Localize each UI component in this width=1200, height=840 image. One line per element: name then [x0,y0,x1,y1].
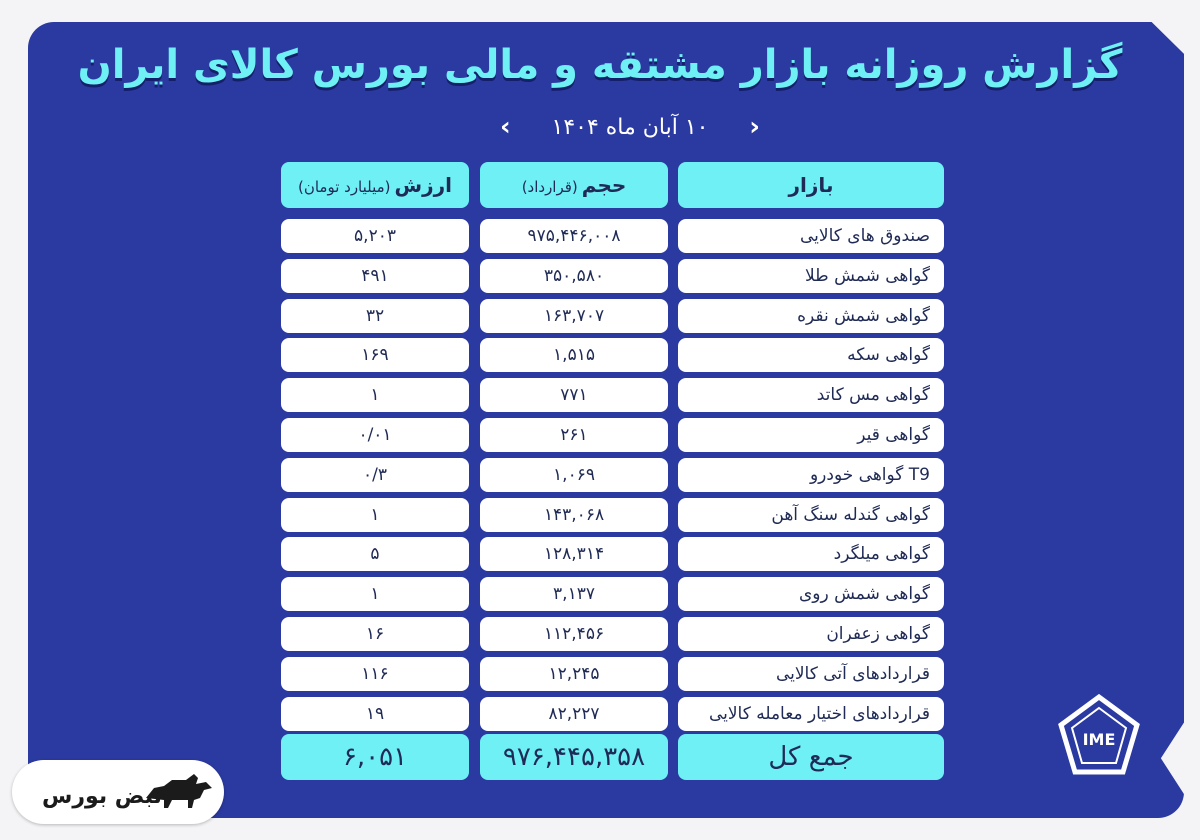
ime-logo-text: IME [1082,730,1116,749]
cell-value [281,418,469,452]
header-volume-label: حجم [581,173,627,197]
cell-market [678,697,944,731]
date-row [500,110,760,144]
cell-market-text: قراردادهای اختیار معامله کالایی [708,704,930,724]
cell-value [281,338,469,372]
cell-value [281,299,469,333]
header-value-label: ارزش [394,173,453,197]
cell-value-text: ۱۶۹ [361,345,389,365]
cell-market-text: گواهی زعفران [826,624,930,644]
cell-market-text: T9 گواهی خودرو [809,465,930,485]
cell-value-text: ۱ [370,584,380,604]
cell-volume [480,498,668,532]
cell-value [281,537,469,571]
cell-volume-text: ۱۲۸,۳۱۴ [543,544,605,564]
cell-value-text: ۱۱۶ [361,664,389,684]
cell-value-text: ۴۹۱ [361,266,389,286]
header-value [281,162,469,208]
cell-volume-text: ۷۷۱ [560,385,588,405]
cell-volume-text: ۱,۰۶۹ [553,465,595,485]
cell-volume [480,378,668,412]
cell-market [678,537,944,571]
cell-volume [480,697,668,731]
cell-value-text: ۱ [370,505,380,525]
brand-name: نبض بورس [42,784,162,809]
cell-market [678,378,944,412]
cell-value-text: ۳۲ [365,306,385,326]
header-market [678,162,944,208]
cell-value-text: ۵ [370,544,380,564]
cell-value-text: ۰/۰۱ [358,425,392,445]
cell-market-text: گواهی قیر [857,425,930,445]
cell-volume-text: ۳۵۰,۵۸۰ [543,266,605,286]
cell-market-text: صندوق های کالایی [799,226,930,246]
cell-volume [480,219,668,253]
cell-value-text: ۱۹ [365,704,385,724]
header-value-unit: (میلیارد تومان) [297,178,391,196]
header-volume-unit: (قرارداد) [521,178,578,196]
cell-value [281,657,469,691]
cell-market [678,458,944,492]
cell-value-text: ۱ [370,385,380,405]
cell-volume-text: ۱۴۳,۰۶۸ [543,505,605,525]
total-label: جمع کل [768,742,854,772]
cell-market-text: گواهی گندله سنگ آهن [771,505,930,525]
cell-market [678,418,944,452]
cell-market [678,259,944,293]
cell-value [281,697,469,731]
cell-value [281,259,469,293]
cell-market [678,338,944,372]
cell-value [281,498,469,532]
cell-market [678,219,944,253]
cell-volume-text: ۱۲,۲۴۵ [548,664,600,684]
cell-value [281,219,469,253]
cell-market-text: گواهی شمش نقره [797,306,930,326]
cell-market-text: قراردادهای آتی کالایی [775,664,930,684]
header-volume [480,162,668,208]
header-market-label: بازار [788,173,834,197]
cell-volume-text: ۱۱۲,۴۵۶ [543,624,605,644]
cell-volume [480,577,668,611]
report-title: گزارش روزانه بازار مشتقه و مالی بورس کالای ایران [77,42,1123,88]
chevron-left-icon: ‹ [500,112,511,142]
cell-market [678,577,944,611]
cell-market [678,657,944,691]
cell-volume [480,299,668,333]
cell-value [281,458,469,492]
cell-market [678,498,944,532]
total-value-cell [281,734,469,780]
ime-logo-icon [1056,694,1142,780]
brand-badge [12,760,224,824]
cell-market-text: گواهی شمش روی [798,584,930,604]
cell-market-text: گواهی شمش طلا [805,266,930,286]
total-volume: ۹۷۶,۴۴۵,۳۵۸ [502,742,646,772]
cell-market-text: گواهی مس کاتد [816,385,930,405]
cell-volume [480,537,668,571]
cell-volume-text: ۱,۵۱۵ [553,345,595,365]
cell-volume [480,259,668,293]
cell-volume [480,617,668,651]
cell-volume [480,458,668,492]
cell-volume-text: ۸۲,۲۲۷ [548,704,600,724]
cell-value-text: ۵,۲۰۳ [354,226,396,246]
cell-volume-text: ۹۷۵,۴۴۶,۰۰۸ [527,226,621,246]
cell-volume-text: ۳,۱۳۷ [553,584,595,604]
cell-volume-text: ۲۶۱ [560,425,588,445]
cell-value [281,378,469,412]
cell-value [281,577,469,611]
total-value: ۶,۰۵۱ [342,742,408,772]
cell-value [281,617,469,651]
cell-value-text: ۱۶ [365,624,385,644]
cell-market [678,617,944,651]
cell-volume [480,657,668,691]
cell-market-text: گواهی سکه [847,345,930,365]
cell-market [678,299,944,333]
report-date: ۱۰ آبان ماه ۱۴۰۴ [551,114,709,140]
cell-volume [480,338,668,372]
chevron-right-icon: › [749,112,760,142]
cell-market-text: گواهی میلگرد [833,544,930,564]
total-label-cell [678,734,944,780]
cell-value-text: ۰/۳ [363,465,387,485]
cell-volume-text: ۱۶۳,۷۰۷ [543,306,605,326]
total-volume-cell [480,734,668,780]
cell-volume [480,418,668,452]
